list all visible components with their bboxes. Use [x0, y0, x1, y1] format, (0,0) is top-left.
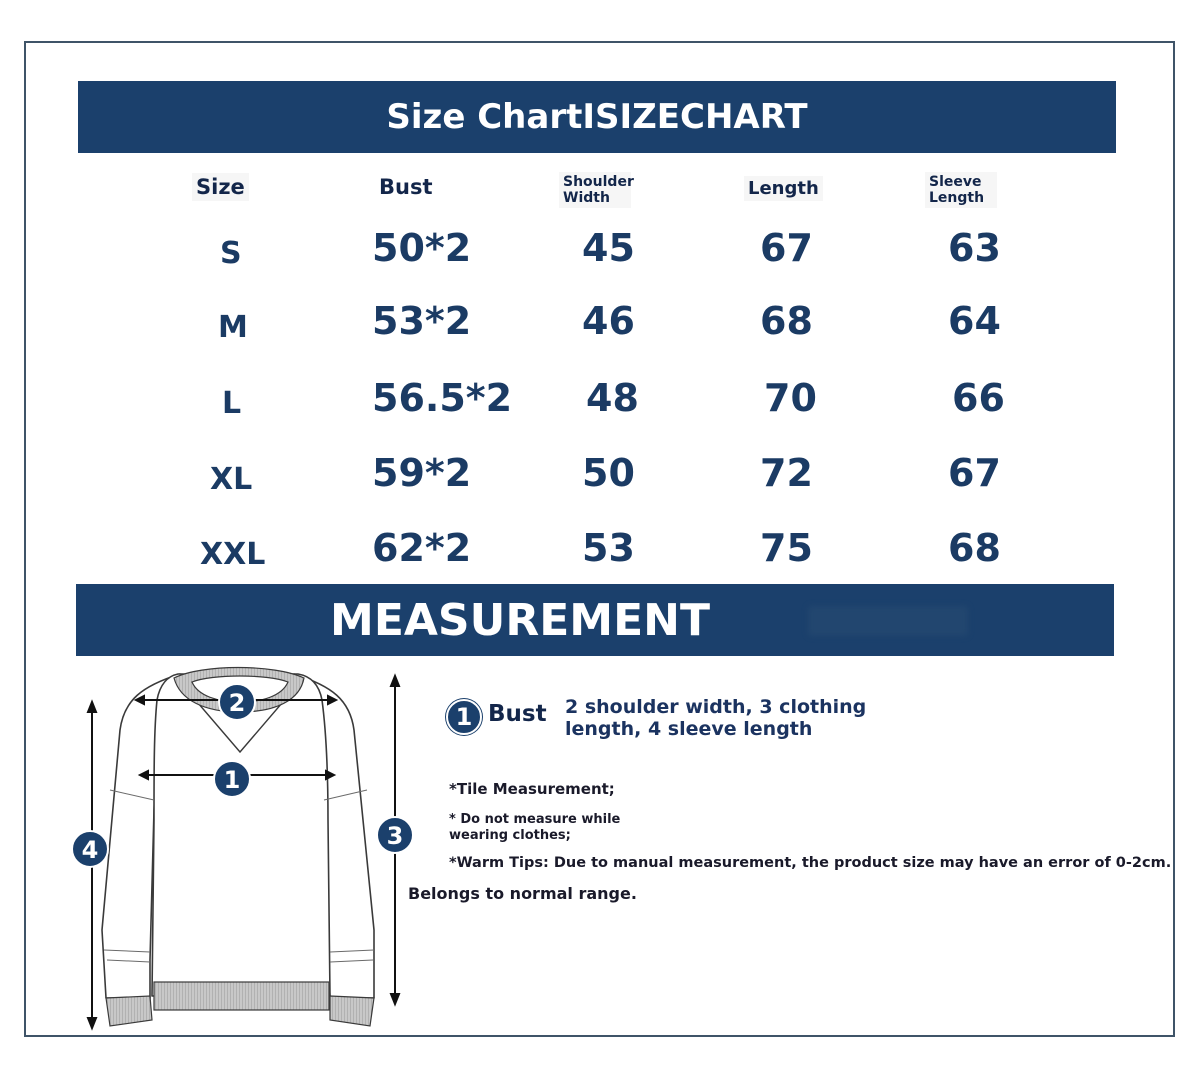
- marker-1: [214, 761, 250, 797]
- svg-text:2: 2: [228, 689, 246, 717]
- legend-description: 2 shoulder width, 3 clothing length, 4 sleeve length: [565, 696, 867, 740]
- shoulder-cell: 50: [582, 451, 635, 495]
- shoulder-cell: 53: [582, 526, 635, 570]
- length-cell: 75: [760, 526, 813, 570]
- note-tile-measurement: *Tile Measurement;: [449, 780, 615, 798]
- note-warm-tips: *Warm Tips: Due to manual measurement, the product size may have an error of 0-2cm.: [449, 855, 1172, 871]
- length-cell: 67: [760, 226, 813, 270]
- sleeve-cell: 67: [948, 451, 1001, 495]
- legend-bust-label: Bust: [488, 701, 547, 727]
- length-cell: 72: [760, 451, 813, 495]
- measurement-title: MEASUREMENT: [330, 594, 710, 646]
- bust-cell: 59*2: [372, 451, 472, 495]
- header-shoulder-line2: Width: [563, 190, 610, 206]
- header-size: Size: [192, 173, 249, 201]
- size-cell: L: [222, 386, 242, 421]
- measurement-banner: [76, 584, 1114, 656]
- header-shoulder-width: [559, 172, 634, 208]
- header-sleeve-line1: Sleeve: [929, 174, 982, 190]
- sweater-diagram: [62, 660, 434, 1036]
- banner-smudge: [808, 606, 968, 636]
- length-cell: 70: [764, 376, 817, 420]
- size-chart-banner: [78, 81, 1116, 153]
- bust-cell: 53*2: [372, 299, 472, 343]
- shoulder-cell: 45: [582, 226, 635, 270]
- sleeve-cell: 63: [948, 226, 1001, 270]
- size-cell: XL: [210, 462, 253, 497]
- length-cell: 68: [760, 299, 813, 343]
- header-sleeve-length: [925, 172, 997, 208]
- marker-4: [72, 831, 108, 867]
- svg-text:3: 3: [386, 822, 404, 850]
- sleeve-cell: 68: [948, 526, 1001, 570]
- header-length: Length: [744, 176, 823, 201]
- svg-text:1: 1: [223, 766, 241, 794]
- header-shoulder-line1: Shoulder: [563, 174, 634, 190]
- svg-text:4: 4: [81, 836, 99, 864]
- bust-cell: 50*2: [372, 226, 472, 270]
- marker-3: [377, 817, 413, 853]
- bust-cell: 62*2: [372, 526, 472, 570]
- shoulder-cell: 48: [586, 376, 639, 420]
- size-cell: XXL: [200, 537, 266, 572]
- note-do-not-measure: * Do not measure while wearing clothes;: [449, 812, 621, 843]
- sleeve-cell: 64: [948, 299, 1001, 343]
- legend-marker: 1: [446, 699, 482, 735]
- shoulder-cell: 46: [582, 299, 635, 343]
- marker-2: [219, 684, 255, 720]
- page-title: Size ChartISIZECHART: [386, 97, 808, 137]
- note-normal-range: Belongs to normal range.: [408, 884, 637, 903]
- header-sleeve-line2: Length: [929, 190, 985, 206]
- header-bust: Bust: [375, 173, 437, 201]
- size-cell: S: [220, 236, 242, 271]
- sleeve-cell: 66: [952, 376, 1005, 420]
- bust-cell: 56.5*2: [372, 376, 513, 420]
- size-cell: M: [218, 310, 248, 345]
